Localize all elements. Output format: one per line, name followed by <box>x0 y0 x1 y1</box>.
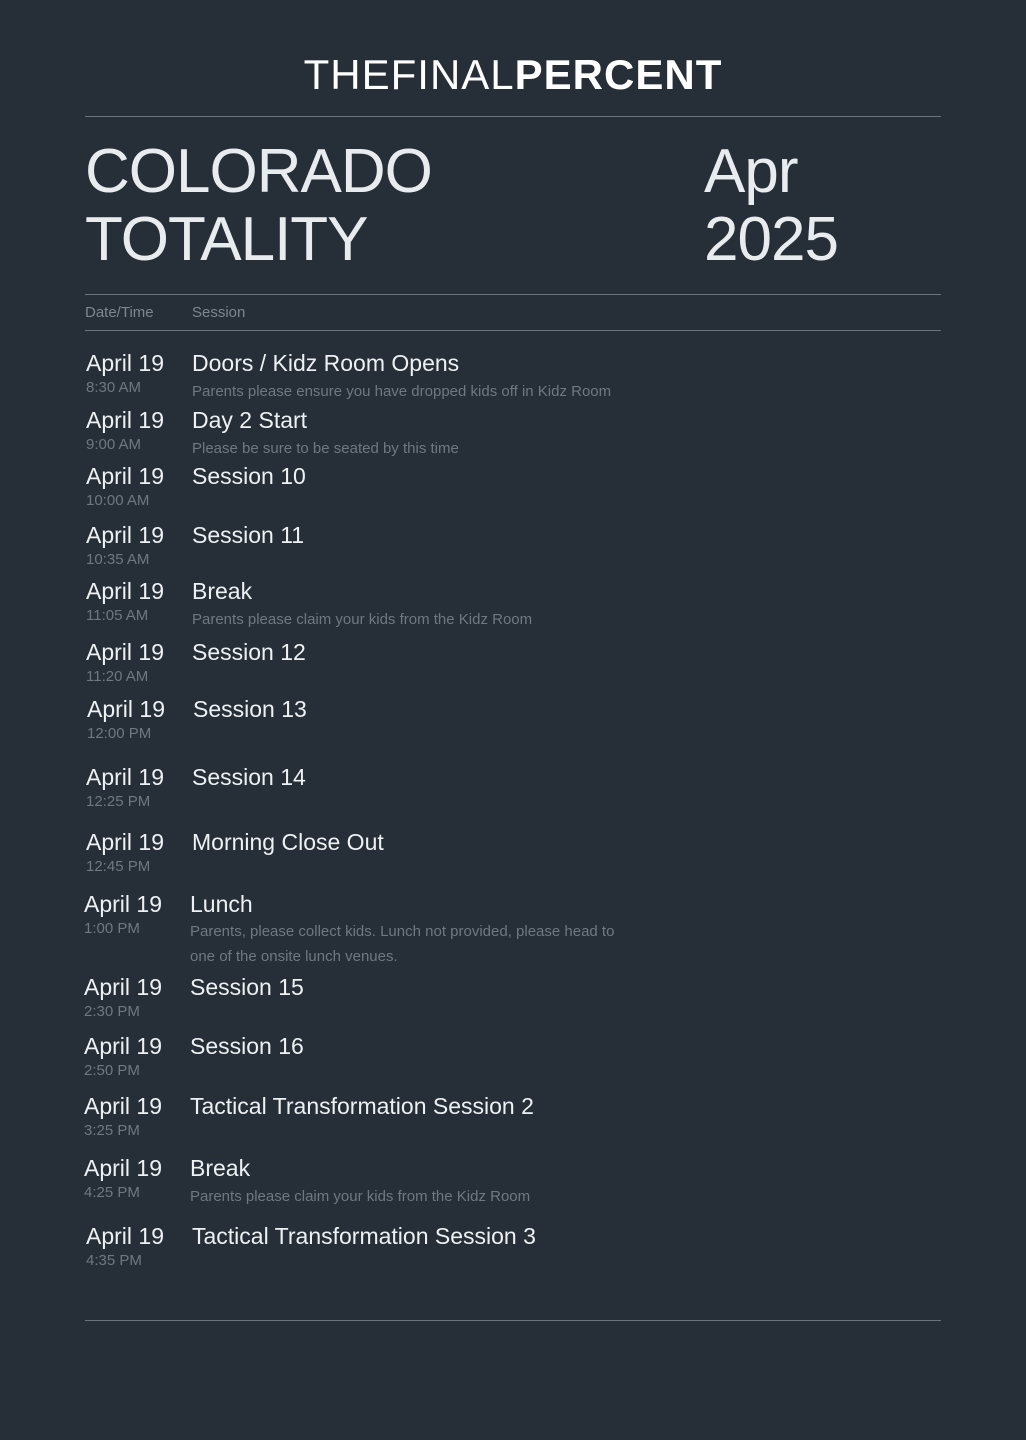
event-month: Apr <box>704 137 798 206</box>
row-date: April 19 <box>84 1155 162 1181</box>
event-title <box>85 138 432 274</box>
row-time: 12:25 PM <box>86 793 151 810</box>
row-session: Morning Close Out <box>192 829 384 855</box>
row-time: 4:35 PM <box>86 1252 142 1269</box>
row-session: Session 14 <box>192 764 306 790</box>
column-header-session: Session <box>192 304 246 321</box>
row-time: 12:45 PM <box>86 858 151 875</box>
row-session: Session 12 <box>192 639 306 665</box>
brand-logo <box>0 48 1026 102</box>
divider-header <box>85 294 941 295</box>
row-date: April 19 <box>86 350 164 376</box>
row-session: Session 10 <box>192 463 306 489</box>
row-date: April 19 <box>86 764 164 790</box>
row-session: Session 11 <box>192 522 305 548</box>
row-session: Tactical Transformation Session 3 <box>192 1223 536 1249</box>
row-note: Parents please ensure you have dropped kids off in Kidz Room <box>192 383 612 400</box>
row-time: 4:25 PM <box>84 1184 140 1201</box>
row-time: 8:30 AM <box>86 379 142 396</box>
row-date: April 19 <box>86 463 164 489</box>
row-date: April 19 <box>84 1033 162 1059</box>
row-date: April 19 <box>84 1093 162 1119</box>
logo-word-the: THE <box>303 51 391 98</box>
row-session: Day 2 Start <box>192 407 308 433</box>
row-note: Parents please claim your kids from the Kidz Room <box>190 1188 531 1205</box>
row-date: April 19 <box>86 1223 164 1249</box>
row-time: 11:20 AM <box>86 668 149 685</box>
row-note: Please be sure to be seated by this time <box>192 440 459 457</box>
row-time: 3:25 PM <box>84 1122 140 1139</box>
row-time: 9:00 AM <box>86 436 142 453</box>
row-session: Lunch <box>190 891 253 917</box>
row-date: April 19 <box>86 522 164 548</box>
logo-word-final: FINAL <box>390 51 515 98</box>
divider-bottom <box>85 1320 941 1321</box>
row-date: April 19 <box>87 696 165 722</box>
divider-columns <box>85 330 941 331</box>
row-session: Session 15 <box>190 974 304 1000</box>
divider-top <box>85 116 941 117</box>
row-date: April 19 <box>84 891 162 917</box>
event-date <box>704 138 838 274</box>
row-session: Break <box>192 578 253 604</box>
row-session: Session 16 <box>190 1033 304 1059</box>
row-session: Doors / Kidz Room Opens <box>192 350 460 376</box>
event-title-line2: TOTALITY <box>85 205 368 274</box>
row-session: Session 13 <box>193 696 307 722</box>
row-time: 2:50 PM <box>84 1062 140 1079</box>
event-year: 2025 <box>704 205 838 274</box>
row-time: 2:30 PM <box>84 1003 140 1020</box>
row-date: April 19 <box>86 639 164 665</box>
row-note: Parents, please collect kids. Lunch not provided, please head to one of the onsite lunch venues. <box>190 923 615 965</box>
row-time: 11:05 AM <box>86 607 149 624</box>
row-date: April 19 <box>86 407 164 433</box>
logo-word-percent: PERCENT <box>514 51 723 98</box>
row-note: Parents please claim your kids from the Kidz Room <box>192 611 533 628</box>
row-session: Break <box>190 1155 251 1181</box>
row-date: April 19 <box>86 829 164 855</box>
row-date: April 19 <box>86 578 164 604</box>
row-time: 12:00 PM <box>87 725 152 742</box>
row-date: April 19 <box>84 974 162 1000</box>
event-title-line1: COLORADO <box>85 137 432 206</box>
row-time: 1:00 PM <box>84 920 140 937</box>
column-header-date-time: Date/Time <box>85 304 154 321</box>
row-time: 10:00 AM <box>86 492 150 509</box>
row-time: 10:35 AM <box>86 551 150 568</box>
row-session: Tactical Transformation Session 2 <box>190 1093 534 1119</box>
